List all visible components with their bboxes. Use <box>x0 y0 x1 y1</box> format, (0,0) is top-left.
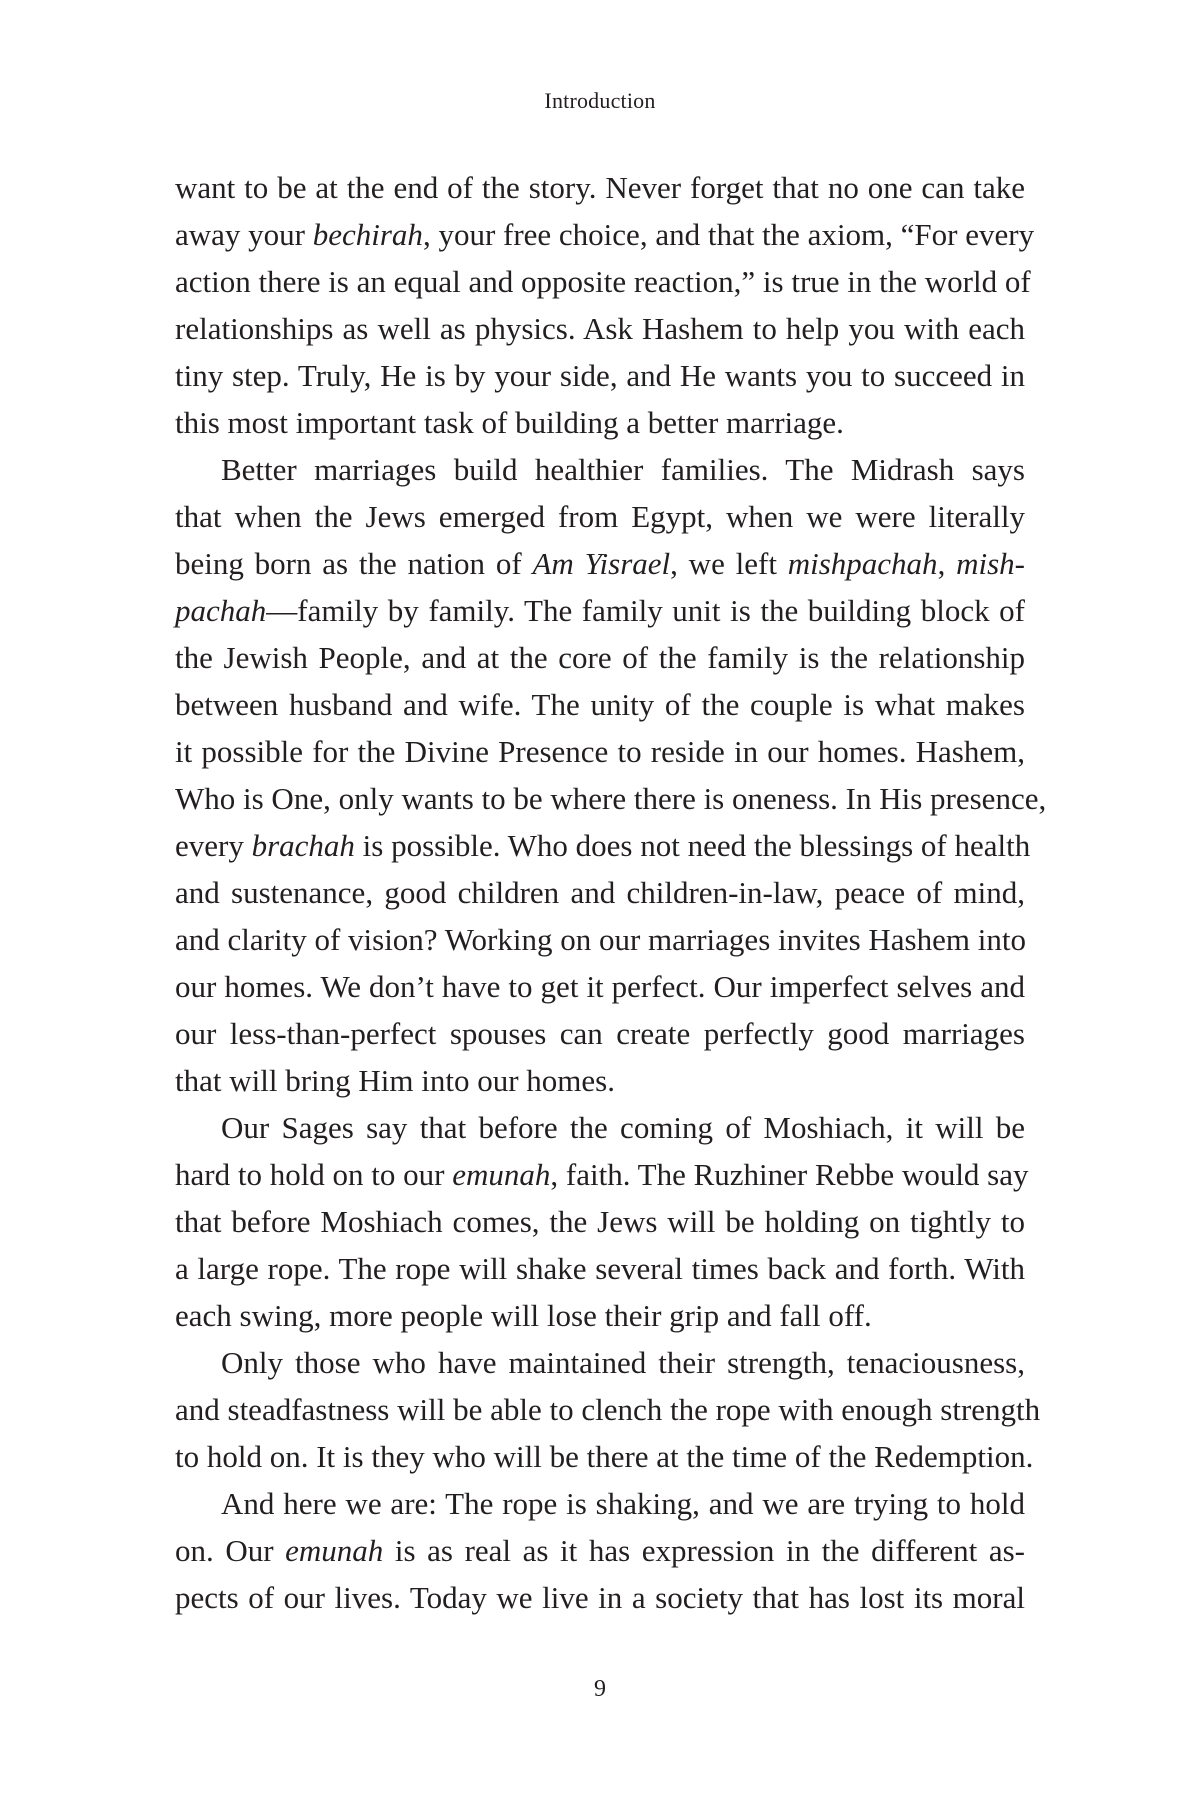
text-run: our less-than-perfect spouses can create perfectly good marriages <box>175 1016 1025 1051</box>
text-run: each swing, more people will lose their grip and fall off. <box>175 1298 872 1333</box>
text-line <box>175 681 1025 728</box>
text-run: Who is One, only wants to be where there is oneness. In His presence, <box>175 781 1047 816</box>
italic-term: emunah <box>285 1533 384 1568</box>
italic-term: pachah <box>175 593 267 628</box>
text-run: pects of our lives. Today we live in a society that has lost its moral <box>175 1580 1025 1615</box>
text-run: relationships as well as physics. Ask Hashem to help you with each <box>175 311 1025 346</box>
text-line <box>175 1292 1025 1339</box>
text-line <box>175 1386 1041 1433</box>
text-run: tiny step. Truly, He is by your side, and He wants you to succeed in <box>175 358 1025 393</box>
text-run: this most important task of building a better marriage. <box>175 405 844 440</box>
text-run: and sustenance, good children and children-in-law, peace of mind, <box>175 875 1025 910</box>
text-run: , we left <box>670 546 788 581</box>
italic-term: brachah <box>251 828 355 863</box>
text-line <box>175 540 1025 587</box>
text-line <box>175 1433 1034 1480</box>
text-run: the Jewish People, and at the core of the family is the relationship <box>175 640 1025 675</box>
text-line <box>175 869 1025 916</box>
text-line <box>175 446 1025 493</box>
text-line <box>175 1245 1025 1292</box>
text-run: and steadfastness will be able to clench the rope with enough strength <box>175 1392 1041 1427</box>
text-run: between husband and wife. The unity of the couple is what makes <box>175 687 1025 722</box>
text-run: that will bring Him into our homes. <box>175 1063 615 1098</box>
text-line <box>175 352 1025 399</box>
italic-term: bechirah <box>312 217 423 252</box>
italic-term: mishpachah <box>787 546 938 581</box>
text-line <box>175 822 1031 869</box>
text-run: —family by family. The family unit is the building block of <box>266 593 1025 628</box>
text-line <box>175 399 1025 446</box>
text-line <box>175 1574 1025 1621</box>
text-run: Our Sages say that before the coming of Moshiach, it will be <box>221 1110 1025 1145</box>
text-run: want to be at the end of the story. Never forget that no one can take <box>175 170 1025 205</box>
text-run: , faith. The Ruzhiner Rebbe would say <box>550 1157 1029 1192</box>
text-line <box>175 211 1035 258</box>
text-line <box>175 164 1025 211</box>
text-run: hard to hold on to our <box>175 1157 453 1192</box>
text-run: Only those who have maintained their strength, tenaciousness, <box>221 1345 1025 1380</box>
text-run: to hold on. It is they who will be there at the time of the Redemption. <box>175 1439 1034 1474</box>
text-run: every <box>175 828 252 863</box>
text-line <box>175 305 1025 352</box>
text-run: that when the Jews emerged from Egypt, when we were literally <box>175 499 1025 534</box>
text-line <box>175 1151 1029 1198</box>
text-run: action there is an equal and opposite reaction,” is true in the world of <box>175 264 1031 299</box>
text-line <box>175 587 1025 634</box>
text-line <box>175 1339 1025 1386</box>
italic-term: Am Yisrael <box>532 546 671 581</box>
text-run: , your free choice, and that the axiom, “For every <box>422 217 1035 252</box>
text-line <box>175 634 1025 681</box>
text-line <box>175 728 1025 775</box>
text-run: a large rope. The rope will shake several times back and forth. With <box>175 1251 1025 1286</box>
text-run: away your <box>175 217 313 252</box>
text-line <box>175 775 1047 822</box>
text-run: that before Moshiach comes, the Jews will be holding on tightly to <box>175 1204 1025 1239</box>
body-text <box>175 164 1047 1621</box>
text-run: is as real as it has expression in the different as- <box>383 1533 1025 1568</box>
text-run: , <box>937 546 957 581</box>
text-run: being born as the nation of <box>175 546 533 581</box>
text-line <box>175 258 1031 305</box>
text-line <box>175 1198 1025 1245</box>
text-line <box>175 1480 1025 1527</box>
text-line <box>175 916 1025 963</box>
text-run: is possible. Who does not need the blessings of health <box>354 828 1031 863</box>
text-run: And here we are: The rope is shaking, and we are trying to hold <box>221 1486 1025 1521</box>
text-line <box>175 1057 1025 1104</box>
text-line <box>175 963 1025 1010</box>
text-line <box>175 1010 1025 1057</box>
text-run: Better marriages build healthier families. The Midrash says <box>221 452 1025 487</box>
italic-term: emunah <box>452 1157 551 1192</box>
text-run: it possible for the Divine Presence to reside in our homes. Hashem, <box>175 734 1025 769</box>
text-line <box>175 493 1025 540</box>
text-line <box>175 1104 1025 1151</box>
text-run: our homes. We don’t have to get it perfect. Our imperfect selves and <box>175 969 1025 1004</box>
running-head: Introduction <box>544 88 656 113</box>
page-number: 9 <box>594 1676 606 1702</box>
text-run: on. Our <box>175 1533 286 1568</box>
italic-term: mish- <box>956 546 1025 581</box>
text-run: and clarity of vision? Working on our marriages invites Hashem into <box>175 922 1026 957</box>
text-line <box>175 1527 1025 1574</box>
